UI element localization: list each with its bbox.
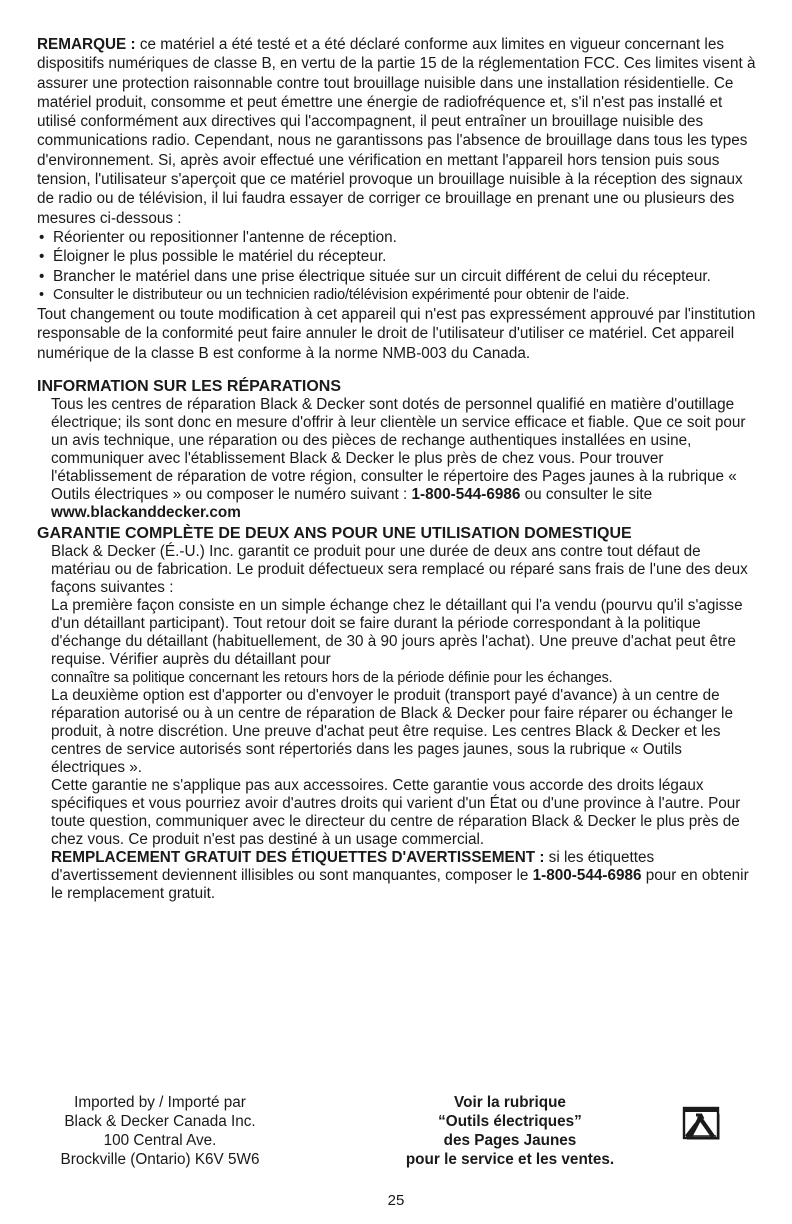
warranty-title: GARANTIE COMPLÈTE DE DEUX ANS POUR UNE UTILISATION DOMESTIQUE bbox=[37, 525, 632, 543]
importer-address bbox=[45, 1093, 275, 1169]
importer-line: Black & Decker Canada Inc. bbox=[64, 1113, 256, 1130]
warranty-paragraph-2-end: connaître sa politique concernant les retours hors de la période définie pour les échanges. bbox=[51, 670, 613, 687]
warning-labels-lead: REMPLACEMENT GRATUIT DES ÉTIQUETTES D'AVERTISSEMENT : bbox=[51, 849, 545, 867]
warranty-paragraph-1: Black & Decker (É.-U.) Inc. garantit ce produit pour une durée de deux ans contre tout défaut de matériau ou de fabrication. Le produit défectueux sera remplacé ou réparé sans frais de l'une des deux façons suivantes : bbox=[51, 543, 748, 597]
warning-labels-phone: 1-800-544-6986 bbox=[532, 867, 642, 885]
warning-labels-paragraph bbox=[51, 849, 757, 903]
list-item: • Brancher le matériel dans une prise électrique située sur un circuit différent de celui du récepteur. bbox=[37, 267, 757, 286]
remarque-measures-list bbox=[37, 228, 757, 305]
repairs-section bbox=[37, 396, 757, 522]
warning-labels-after: pour en obtenir le remplacement gratuit. bbox=[51, 867, 749, 903]
repairs-text: Tous les centres de réparation Black & Decker sont dotés de personnel qualifié en matière d'outillage électrique; ils sont donc en mesure d'offrir à leur clientèle un service efficace et fiable. Que ce soit pour un avis technique, une réparation ou des pièces de rechange authentiques installées en usine, communiquer avec l'établissement Black & Decker le plus près de chez vous. Pour trouver l'établissement de réparation de votre région, consulter le répertoire des Pages jaunes à la rubrique « Outils électriques » ou composer le numéro suivant : bbox=[51, 396, 746, 504]
yellow-pages-note bbox=[380, 1093, 640, 1169]
warranty-section bbox=[37, 543, 757, 903]
yellow-pages-line: pour le service et les ventes. bbox=[405, 1151, 615, 1168]
warranty-paragraph-2: La première façon consiste en un simple échange chez le détaillant qui l'a vendu (pourvu qu'il s'agisse d'un détaillant participant). Tout retour doit se faire durant la période correspondant à la politique d'échange du détaillant (habituellement, de 30 à 90 jours après l'achat). Une preuve d'achat peut être requise. Vérifier auprès du détaillant pour bbox=[51, 597, 743, 669]
yellow-pages-line: des Pages Jaunes bbox=[443, 1132, 577, 1149]
list-item: • Consulter le distributeur ou un technicien radio/télévision expérimenté pour obtenir de l'aide. bbox=[37, 286, 757, 305]
list-item: • Éloigner le plus possible le matériel du récepteur. bbox=[37, 247, 757, 266]
remarque-paragraph bbox=[37, 35, 757, 228]
importer-line: Brockville (Ontario) K6V 5W6 bbox=[60, 1151, 260, 1168]
yellow-pages-logo-icon bbox=[682, 1106, 722, 1142]
warranty-paragraph-4: Cette garantie ne s'applique pas aux accessoires. Cette garantie vous accorde des droits légaux spécifiques et vous pourriez avoir d'autres droits qui varient d'un État ou d'une province à l'autre. Pour toute question, communiquer avec le directeur du centre de réparation Black & Decker le plus près de chez vous. Ce produit n'est pas destiné à un usage commercial. bbox=[51, 777, 741, 849]
repairs-paragraph bbox=[51, 396, 757, 522]
yellow-pages-line: “Outils électriques” bbox=[438, 1113, 582, 1130]
list-item: • Réorienter ou repositionner l'antenne de réception. bbox=[37, 228, 757, 247]
repairs-phone: 1-800-544-6986 bbox=[411, 486, 521, 504]
repairs-title: INFORMATION SUR LES RÉPARATIONS bbox=[37, 378, 341, 396]
remarque-text: ce matériel a été testé et a été déclaré conforme aux limites en vigueur concernant les dispositifs numériques de classe B, en vertu de la partie 15 de la réglementation FCC. Ces limites visent à assurer une protection raisonnable contre tout brouillage nuisible dans une installation résidentielle. Ce matériel produit, consomme et peut émettre une énergie de radiofréquence et, s'il n'est pas installé et utilisé conformément aux directives qui l'accompagnent, il peut entraîner un brouillage nuisible des communications radio. Cependant, nous ne garantissons pas l'absence de brouillage dans tous les types d'environnement. Si, après avoir effectué une vérification en mettant l'appareil hors tension puis sous tension, l'utilisateur s'aperçoit que ce matériel provoque un brouillage nuisible à la réception des signaux de radio ou de télévision, il lui faudra essayer de corriger ce brouillage en prenant une ou plusieurs des mesures ci-dessous : bbox=[37, 36, 756, 227]
importer-line: 100 Central Ave. bbox=[103, 1132, 217, 1149]
warning-labels-text: si les étiquettes d'avertissement deviennent illisibles ou sont manquantes, composer le bbox=[51, 849, 655, 885]
remarque-closing: Tout changement ou toute modification à cet appareil qui n'est pas expressément approuvé par l'institution responsable de la conformité peut faire annuler le droit de l'utilisateur d'utiliser ce matériel. Cet appareil numérique de la classe B est conforme à la norme NMB-003 du Canada. bbox=[37, 306, 756, 362]
importer-line: Imported by / Importé par bbox=[74, 1094, 246, 1111]
warranty-paragraph-3: La deuxième option est d'apporter ou d'envoyer le produit (transport payé d'avance) à un centre de réparation autorisé ou à un centre de réparation de Black & Decker pour faire réparer ou échanger le produit, à notre discrétion. Une preuve d'achat peut être requise. Les centres Black & Decker et les centres de service autorisés sont répertoriés dans les pages jaunes, sous la rubrique « Outils électriques ». bbox=[51, 687, 733, 777]
website-link[interactable]: www.blackanddecker.com bbox=[51, 504, 241, 522]
yellow-pages-line: Voir la rubrique bbox=[454, 1094, 566, 1111]
repairs-text-after: ou consulter le site bbox=[520, 486, 653, 504]
footer bbox=[0, 1093, 792, 1168]
page-number: 25 bbox=[387, 1192, 405, 1209]
remarque-lead: REMARQUE : bbox=[37, 36, 136, 53]
page-content bbox=[37, 35, 757, 903]
